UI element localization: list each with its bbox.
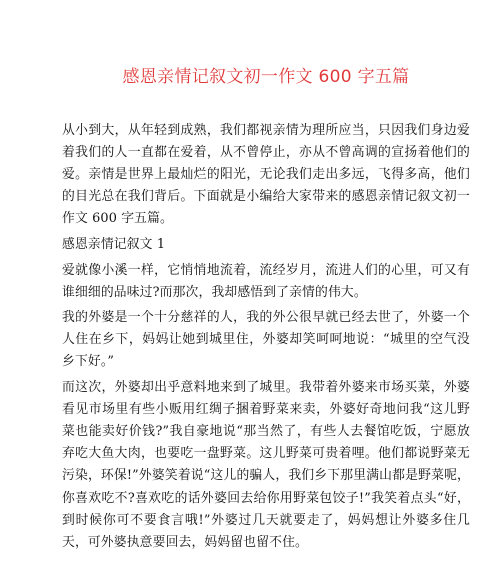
article-body bbox=[62, 120, 470, 554]
paragraph: 我的外婆是一个十分慈祥的人，我的外公很早就已经去世了，外婆一个人住在乡下，妈妈让她到城里住，外婆却笑呵呵地说：“城里的空气没乡下好。” bbox=[62, 310, 470, 370]
section-heading: 感恩亲情记叙文 1 bbox=[62, 236, 166, 252]
paragraph: 而这次，外婆却出乎意料地来到了城里。我带着外婆来市场买菜，外婆看见市场里有些小贩用红绸子捆着野菜来卖，外婆好奇地问我“这儿野菜也能卖好价钱?”我自豪地说“那当然了，有些人去餐馆吃饭，宁愿放弃吃大鱼大肉，也要吃一盘野菜。这儿野菜可贵着哩。他们都说野菜无污染，环保!”外婆笑着说“这儿的骗人，我们乡下那里满山都是野菜呢，你喜欢吃不?喜欢吃的话外婆回去给你用野菜包饺子!”我笑着点头“好，到时候你可不要食言哦!”外婆过几天就要走了，妈妈想让外婆多住几天，可外婆执意要回去，妈妈留也留不住。 bbox=[62, 380, 470, 550]
paragraph: 爱就像小溪一样，它悄悄地流着，流经岁月，流进人们的心里，可又有谁细细的品味过?而那次，我却感悟到了亲情的伟大。 bbox=[62, 262, 470, 300]
paragraph-intro: 从小到大，从年轻到成熟，我们都视亲情为理所应当，只因我们身边爱着我们的人一直都在爱着，从不曾停止，亦从不曾高调的宣扬着他们的爱。亲情是世界上最灿烂的阳光，无论我们走出多远，飞得多高，他们的目光总在我们背后。下面就是小编给大家带来的感恩亲情记叙文初一作文 600 字五篇。 bbox=[62, 123, 470, 227]
article-title: 感恩亲情记叙文初一作文 600 字五篇 bbox=[122, 67, 410, 87]
